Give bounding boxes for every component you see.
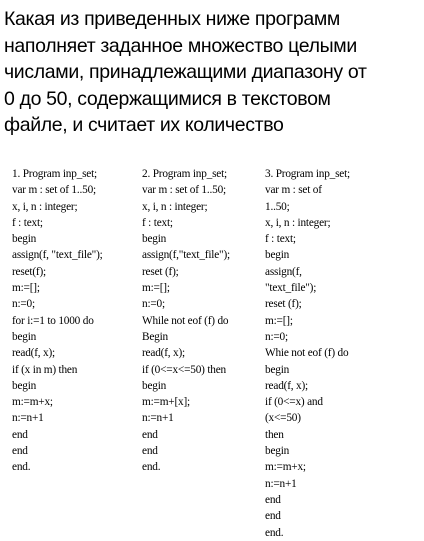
code-line: While not eof (f) do — [142, 314, 229, 327]
code-line: end — [142, 445, 158, 458]
code-line: x, i, n : integer; — [142, 200, 208, 213]
code-line: m:=m+[x]; — [142, 396, 190, 409]
code-line: read(f, x); — [265, 379, 308, 392]
code-line: 1..50; — [265, 200, 290, 213]
code-line: f : text; — [265, 233, 296, 246]
code-line: n:=n+1 — [265, 477, 297, 490]
code-line: begin — [265, 363, 290, 376]
code-line: read(f, x); — [142, 347, 185, 360]
code-line: (x<=50) — [265, 412, 301, 425]
code-line: Begin — [142, 330, 168, 343]
code-line: if (0<=x) and — [265, 396, 323, 409]
code-line: reset (f); — [142, 265, 179, 278]
code-line: n:=n+1 — [142, 412, 174, 425]
question-text — [4, 6, 422, 139]
code-line: 1. Program inp_set; — [12, 168, 97, 180]
code-line: 2. Program inp_set; — [142, 168, 227, 180]
program-option-1 — [12, 166, 103, 476]
code-line: n:=n+1 — [12, 412, 44, 425]
question-line: Какая из приведенных ниже программ — [4, 8, 340, 30]
code-line: begin — [142, 233, 167, 246]
code-line: assign(f,"text_file"); — [142, 249, 230, 262]
code-line: end — [265, 510, 281, 523]
question-line: файле, и считает их количество — [4, 114, 284, 136]
question-line: 0 до 50, содержащимися в текстовом — [4, 87, 331, 110]
code-line: end — [142, 428, 158, 441]
code-line: end. — [12, 461, 31, 474]
code-line: for i:=1 to 1000 do — [12, 314, 94, 327]
code-line: then — [265, 428, 284, 441]
question-line: наполняет заданное множество целыми — [4, 34, 357, 57]
code-line: if (0<=x<=50) then — [142, 363, 227, 376]
code-line: f : text; — [12, 216, 43, 229]
code-line: end. — [265, 526, 284, 539]
code-line: "text_file"); — [265, 282, 317, 295]
code-line: begin — [12, 379, 37, 392]
code-line: m:=[]; — [142, 282, 170, 295]
code-line: m:=[]; — [12, 282, 40, 295]
code-line: end — [265, 493, 281, 506]
code-line: Whie not eof (f) do — [265, 347, 349, 360]
code-line: n:=0; — [142, 298, 165, 311]
code-line: begin — [265, 445, 290, 458]
code-line: x, i, n : integer; — [12, 200, 78, 213]
code-line: reset(f); — [12, 265, 46, 278]
code-line: begin — [265, 249, 290, 262]
code-line: 3. Program inp_set; — [265, 168, 350, 180]
code-line: assign(f, "text_file"); — [12, 249, 103, 262]
code-line: x, i, n : integer; — [265, 216, 331, 229]
code-line: assign(f, — [265, 265, 302, 278]
code-line: m:=m+x; — [12, 396, 53, 409]
program-option-2 — [142, 166, 230, 476]
code-line: m:=[]; — [265, 314, 293, 327]
code-line: read(f, x); — [12, 347, 55, 360]
code-line: end — [12, 445, 28, 458]
code-line: var m : set of — [265, 184, 322, 197]
question-line: числами, принадлежащими диапазону от — [4, 61, 367, 83]
code-line: end — [12, 428, 28, 441]
code-line: begin — [12, 233, 37, 246]
code-line: end. — [142, 461, 161, 474]
code-line: var m : set of 1..50; — [12, 184, 96, 197]
code-line: if (x in m) then — [12, 363, 78, 376]
code-line: begin — [12, 330, 37, 343]
code-line: begin — [142, 379, 167, 392]
code-line: reset (f); — [265, 298, 302, 311]
code-line: f : text; — [142, 216, 173, 229]
program-option-3 — [265, 166, 350, 541]
code-line: m:=m+x; — [265, 461, 306, 474]
code-line: n:=0; — [265, 330, 288, 343]
code-line: n:=0; — [12, 298, 35, 311]
code-line: var m : set of 1..50; — [142, 184, 226, 197]
